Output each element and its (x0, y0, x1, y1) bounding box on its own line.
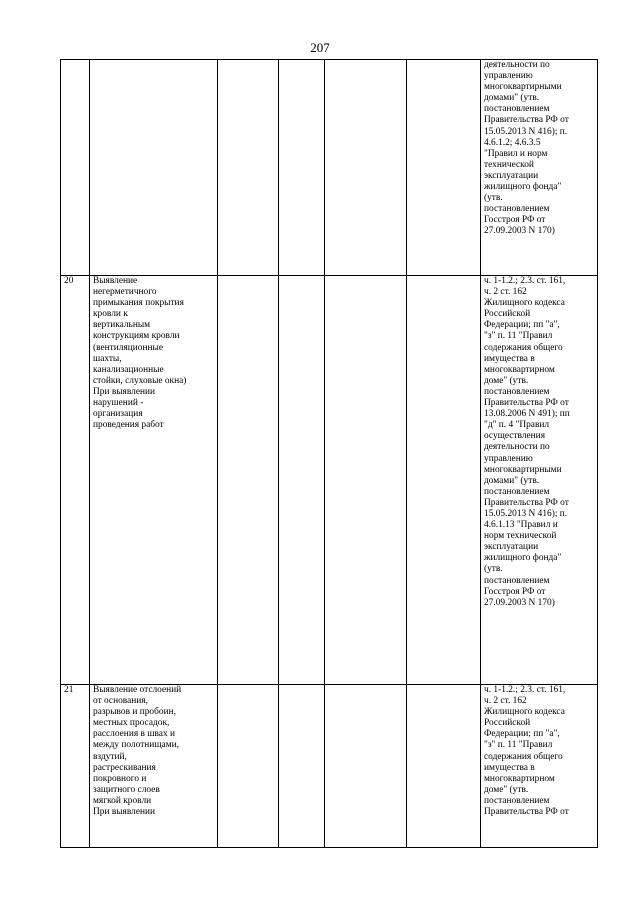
table-row (61, 685, 598, 848)
legal-basis: ч. 1-1.2.; 2.3. ст. 161, ч. 2 ст. 162 Жилищного кодекса Российской Федерации; пп "а", "з" п. 11 "Правил содержания общего имущества в многоквартирном доме" (утв. постановлением Правительства РФ от 13.08.2006 N 491); пп "д" п. 4 "Правил осуществления деятельности по управлению многоквартирными домами" (утв. постановлением Правительства РФ от 15.05.2013 N 416); п. 4.6.1.13 "Правил и норм технической эксплуатации жилищного фонда" (утв. постановлением Госстроя РФ от 27.09.2003 N 170) (481, 276, 598, 685)
row-number: 20 (61, 276, 90, 685)
empty-cell (407, 60, 481, 276)
legal-basis: деятельности по управлению многоквартирными домами" (утв. постановлением Правительства РФ от 15.05.2013 N 416); п. 4.6.1.2; 4.6.3.5 "Правил и норм технической эксплуатации жилищного фонда" (утв. постановлением Госстроя РФ от 27.09.2003 N 170) (481, 60, 598, 276)
empty-cell (279, 685, 325, 848)
empty-cell (325, 685, 407, 848)
work-description: Выявление негерметичного примыкания покрытия кровли к вертикальным конструкциям кровли (вентиляционные шахты, канализационные стойки, слуховые окна) При выявлении нарушений - организация проведения работ (90, 276, 218, 685)
work-description (90, 60, 218, 276)
empty-cell (325, 276, 407, 685)
empty-cell (407, 276, 481, 685)
table-row (61, 60, 598, 276)
empty-cell (218, 276, 279, 685)
empty-cell (407, 685, 481, 848)
empty-cell (279, 60, 325, 276)
row-number: 21 (61, 685, 90, 848)
regulation-table (60, 59, 598, 848)
table-row (61, 276, 598, 685)
row-number (61, 60, 90, 276)
empty-cell (218, 685, 279, 848)
page-number: 207 (310, 40, 330, 55)
empty-cell (218, 60, 279, 276)
empty-cell (325, 60, 407, 276)
empty-cell (279, 276, 325, 685)
legal-basis: ч. 1-1.2.; 2.3. ст. 161, ч. 2 ст. 162 Жилищного кодекса Российской Федерации; пп "а", "з" п. 11 "Правил содержания общего имущества в многоквартирном доме" (утв. постановлением Правительства РФ от (481, 685, 598, 848)
work-description: Выявление отслоений от основания, разрывов и пробоин, местных просадок, расслоения в швах и между полотнищами, вздутий, растрескивания покровного и защитного слоев мягкой кровли При выявлении (90, 685, 218, 848)
